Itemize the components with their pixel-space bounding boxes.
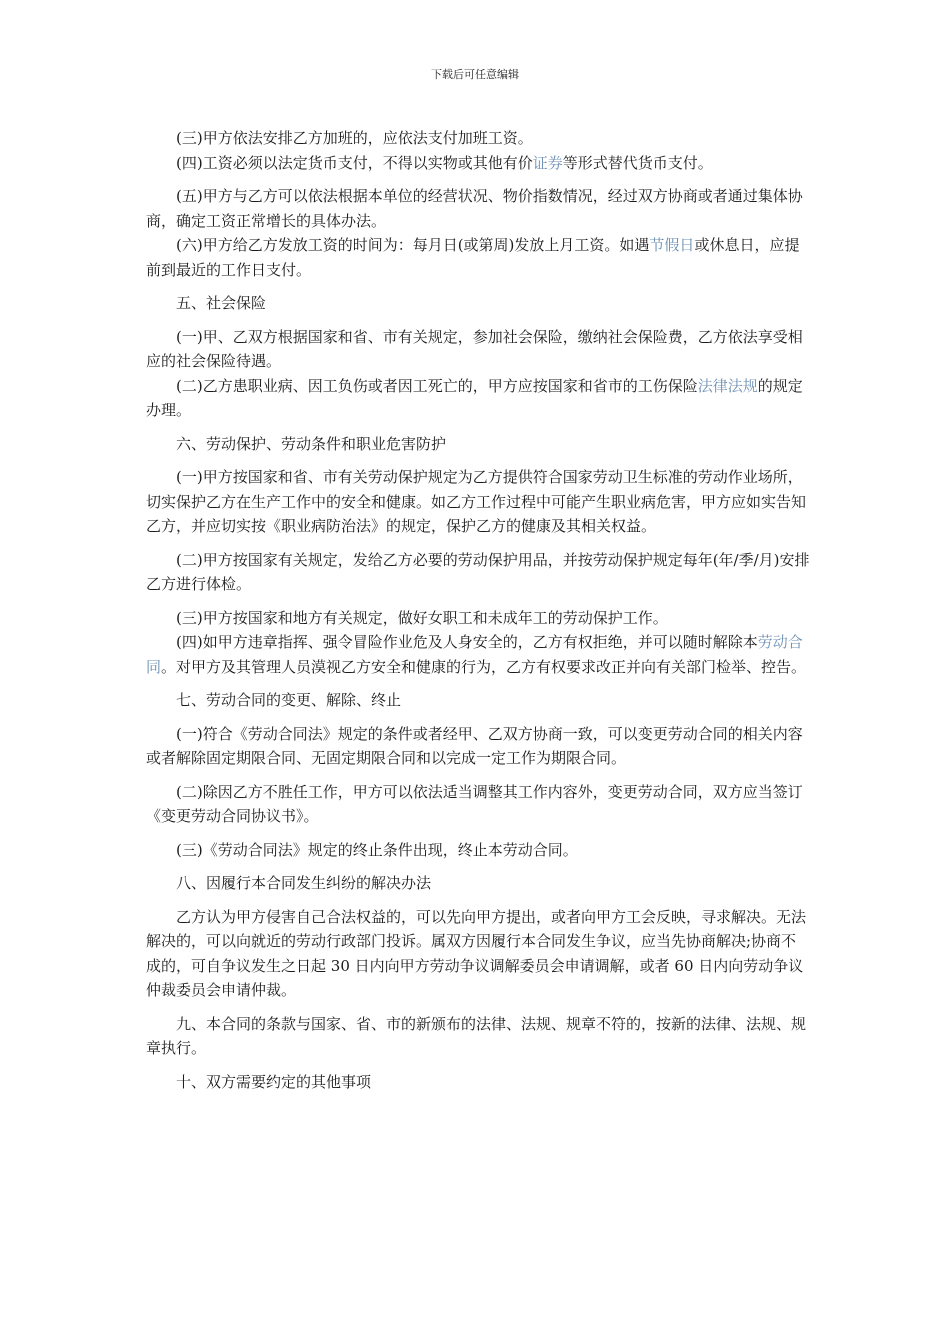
paragraph: [146, 780, 811, 829]
paragraph-text: (一)甲、乙双方根据国家和省、市有关规定，参加社会保险，缴纳社会保险费，乙方依法享受相应的社会保险待遇。: [146, 327, 803, 370]
paragraph: [146, 126, 811, 151]
paragraph-text: (五)甲方与乙方可以依法根据本单位的经营状况、物价指数情况，经过双方协商或者通过集体协商，确定工资正常增长的具体办法。: [146, 187, 803, 230]
paragraph: [146, 151, 811, 176]
paragraph: [146, 184, 811, 233]
paragraph: [146, 432, 811, 457]
paragraph-text: (二)甲方按国家有关规定，发给乙方必要的劳动保护用品，并按劳动保护规定每年(年/季/月)安排乙方进行体检。: [146, 550, 810, 593]
paragraph: [146, 871, 811, 896]
paragraph-text: 等形式替代货币支付。: [562, 153, 713, 172]
paragraph-text: 八、因履行本合同发生纠纷的解决办法: [176, 874, 432, 892]
paragraph-text: 五、社会保险: [176, 294, 267, 312]
paragraph: [146, 465, 811, 539]
paragraph: [146, 838, 811, 863]
paragraph: [146, 548, 811, 597]
paragraph-text: (六)甲方给乙方发放工资的时间为：每月日(或第周)发放上月工资。如遇: [176, 236, 650, 254]
paragraph-text: (三)《劳动合同法》规定的终止条件出现，终止本劳动合同。: [176, 840, 578, 859]
paragraph: [146, 374, 811, 423]
paragraph-text: 乙方认为甲方侵害自己合法权益的，可以先向甲方提出，或者向甲方工会反映，寻求解决。无法解决的，可以向就近的劳动行政部门投诉。属双方因履行本合同发生争议，应当先协商解决;协商不成的，可自争议发生之日起 30 日内向甲方劳动争议调解委员会申请调解，或者 60 日内向劳动争议仲裁委员会申请仲裁。: [146, 907, 807, 999]
paragraph-text: (三)甲方依法安排乙方加班的，应依法支付加班工资。: [176, 129, 533, 147]
linked-term[interactable]: 节假日: [649, 236, 695, 254]
paragraph-text: 或休息日，应提前到最近的工作日支付。: [146, 236, 800, 279]
paragraph: [146, 325, 811, 374]
paragraph: [146, 1012, 811, 1061]
paragraph-text: 十、双方需要约定的其他事项: [176, 1072, 372, 1091]
paragraph-text: (三)甲方按国家和地方有关规定，做好女职工和未成年工的劳动保护工作。: [176, 608, 668, 627]
paragraph: [146, 722, 811, 771]
linked-term[interactable]: 法律法规: [697, 376, 758, 395]
paragraph-text: (一)甲方按国家和省、市有关劳动保护规定为乙方提供符合国家劳动卫生标准的劳动作业场所，切实保护乙方在生产工作中的安全和健康。如乙方工作过程中可能产生职业病危害，甲方应如实告知乙方，并应切实按《职业病防治法》的规定，保护乙方的健康及其相关权益。: [146, 468, 807, 535]
paragraph: [146, 688, 811, 713]
linked-term[interactable]: 证券: [532, 153, 563, 172]
paragraph-text: 九、本合同的条款与国家、省、市的新颁布的法律、法规、规章不符的，按新的法律、法规、规章执行。: [146, 1014, 807, 1057]
linked-term[interactable]: 劳动合同: [146, 633, 803, 676]
paragraph-text: (一)符合《劳动合同法》规定的条件或者经甲、乙双方协商一致，可以变更劳动合同的相关内容或者解除固定期限合同、无固定期限合同和以完成一定工作为期限合同。: [146, 724, 803, 767]
paragraph-text: 六、劳动保护、劳动条件和职业危害防护: [176, 434, 447, 453]
paragraph-text: 七、劳动合同的变更、解除、终止: [176, 691, 402, 709]
paragraph: [146, 233, 811, 282]
paragraph-text: (二)除因乙方不胜任工作，甲方可以依法适当调整其工作内容外，变更劳动合同，双方应当签订《变更劳动合同协议书》。: [146, 782, 803, 825]
paragraph: [146, 1070, 811, 1095]
paragraph-text: 的规定办理。: [146, 376, 803, 419]
page-header: 下载后可任意编辑: [431, 68, 519, 81]
paragraph: [146, 606, 811, 631]
paragraph: [146, 630, 811, 679]
paragraph-text: (四)工资必须以法定货币支付，不得以实物或其他有价: [176, 153, 533, 172]
paragraph: [146, 291, 811, 316]
paragraph: [146, 905, 811, 1003]
paragraph-text: 。对甲方及其管理人员漠视乙方安全和健康的行为，乙方有权要求改正并向有关部门检举、控告。: [161, 657, 807, 676]
paragraph-text: (二)乙方患职业病、因工负伤或者因工死亡的，甲方应按国家和省市的工伤保险: [176, 376, 698, 395]
paragraph-text: (四)如甲方违章指挥、强令冒险作业危及人身安全的，乙方有权拒绝，并可以随时解除本: [176, 633, 758, 651]
document-body: [146, 126, 811, 1103]
